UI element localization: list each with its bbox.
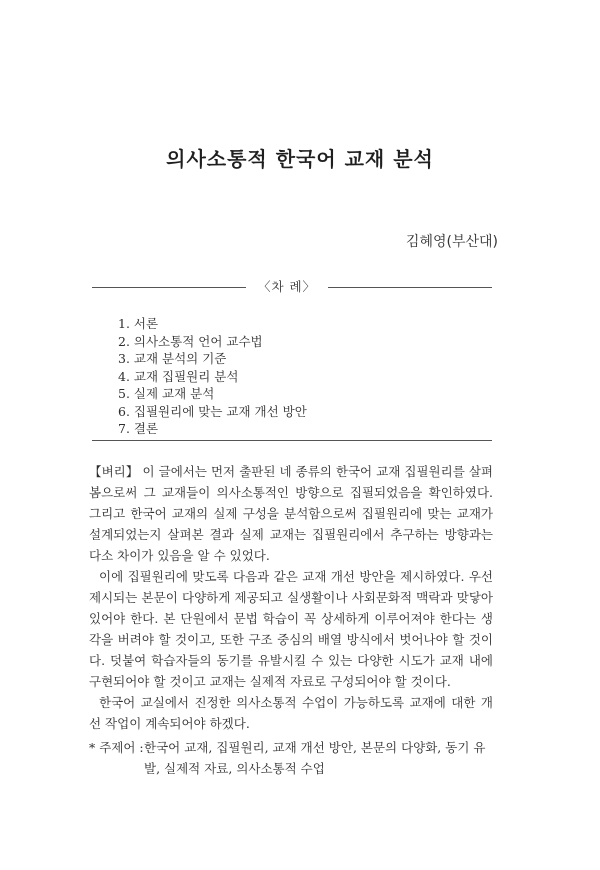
toc-item: 7. 결론: [118, 421, 159, 436]
keywords: [89, 737, 499, 779]
toc-list: [118, 315, 307, 438]
abstract-paragraph: [89, 461, 493, 566]
author-affiliation: 김혜영(부산대): [405, 234, 498, 250]
toc-rule-right: [328, 287, 492, 288]
toc-rule-left: [92, 287, 246, 288]
abstract: [89, 461, 493, 734]
abstract-paragraph: 한국어 교실에서 진정한 의사소통적 수업이 가능하도록 교재에 대한 개선 작업이 계속되어야 하겠다.: [89, 695, 493, 731]
toc-item: 4. 교재 집필원리 분석: [118, 368, 239, 384]
toc-item: 5. 실제 교재 분석: [118, 386, 215, 401]
toc-item: 2. 의사소통적 언어 교수법: [118, 333, 263, 349]
toc-heading: 〈차 례〉: [257, 279, 317, 294]
toc-header: [92, 277, 492, 297]
toc-item: 6. 집필원리에 맞는 교재 개선 방안: [118, 403, 307, 419]
keywords-label: * 주제어 :: [89, 740, 144, 755]
abstract-label: 【벼리】: [89, 464, 139, 479]
abstract-paragraph-text: 이 글에서는 먼저 출판된 네 종류의 한국어 교재 집필원리를 살펴봄으로써 그 교재들이 의사소통적인 방향으로 집필되었음을 확인하였다. 그리고 한국어 교재의 실제 구성을 분석함으로써 집필원리에 맞는 교재가 설계되었는지 살펴본 결과 실제 교재는 집필원리에서 추구하는 방향과는 다소 차이가 있음을 알 수 있었다.: [89, 464, 493, 563]
toc-item: 3. 교재 분석의 기준: [118, 351, 227, 366]
paper-title: 의사소통적 한국어 교재 분석: [166, 147, 434, 171]
toc-divider: [92, 440, 492, 441]
toc-item: 1. 서론: [118, 316, 159, 331]
keywords-text: 한국어 교재, 집필원리, 교재 개선 방안, 본문의 다양화, 동기 유발, 실제적 자료, 의사소통적 수업: [144, 740, 486, 776]
abstract-paragraph: 이에 집필원리에 맞도록 다음과 같은 교재 개선 방안을 제시하였다. 우선 제시되는 본문이 다양하게 제공되고 실생활이나 사회문화적 맥락과 맞닿아 있어야 한다. 본 단원에서 문법 학습이 꼭 상세하게 이루어져야 한다는 생각을 버려야 할 것이고, 또한 구조 중심의 배열 방식에서 벗어나야 할 것이다. 덧붙여 학습자들의 동기를 유발시킬 수 있는 다양한 시도가 교재 내에 구현되어야 할 것이고 교재는 실제적 자료로 구성되어야 할 것이다.: [89, 569, 493, 689]
